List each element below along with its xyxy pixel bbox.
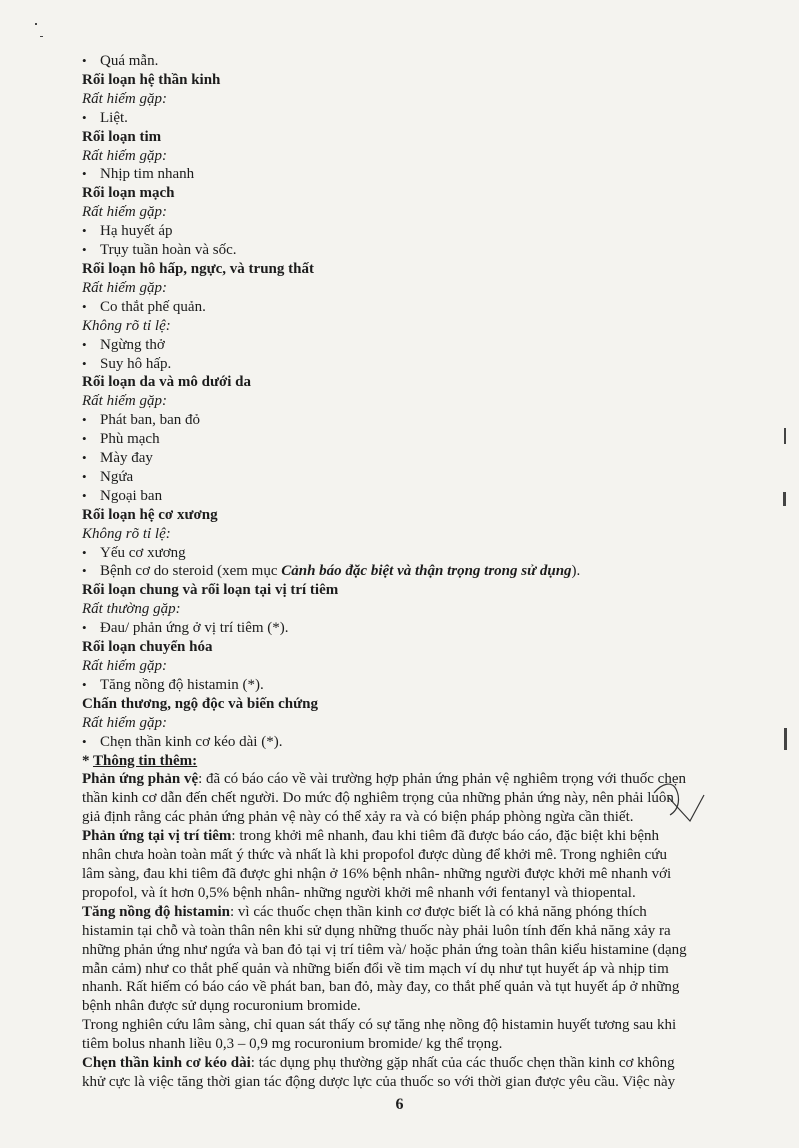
list-item: • Co thắt phế quản. <box>82 298 758 317</box>
frequency-label: Rất hiếm gặp: <box>82 393 167 410</box>
paragraph-text: nhanh. Rất hiếm có báo cáo về phát ban, ban đỏ, mày đay, co thắt phế quản và tụt huyết áp ở những <box>82 979 680 996</box>
more-info-heading: * Thông tin thêm: <box>82 752 198 769</box>
paragraph-text: : đã có báo cáo về vài trường hợp phản ứng phản vệ nghiêm trọng với thuốc chẹn <box>198 771 686 788</box>
paragraph-text: : tác dụng phụ thường gặp nhất của các thuốc chẹn thần kinh cơ không <box>250 1055 675 1072</box>
paragraph-text: khử cực là việc tăng thời gian tác động dược lực của thuốc so với thời gian được yêu cầu. Việc này <box>82 1073 676 1090</box>
list-item: • Yếu cơ xương <box>82 544 758 563</box>
frequency-label: Rất thường gặp: <box>82 601 181 618</box>
list-item: • Hạ huyết áp <box>82 222 758 241</box>
paragraph-text: : vì các thuốc chẹn thần kinh cơ được biết là có khả năng phóng thích <box>229 903 647 920</box>
section-heading: Rối loạn mạch <box>82 185 175 202</box>
section-heading: Rối loạn hệ cơ xương <box>82 506 218 523</box>
scan-speck <box>783 492 786 506</box>
document-body <box>82 52 758 1092</box>
paragraph-text: : trong khởi mê nhanh, đau khi tiêm đã được báo cáo, đặc biệt khi bệnh <box>231 828 660 845</box>
paragraph-text: tiêm bolus nhanh liều 0,3 – 0,9 mg rocuronium bromide/ kg thể trọng. <box>82 1036 503 1053</box>
list-item: • Chẹn thần kinh cơ kéo dài (*). <box>82 733 758 752</box>
paragraph-line <box>82 1035 758 1054</box>
list-item: • Ngừng thở <box>82 336 758 355</box>
list-item: • Mày đay <box>82 449 758 468</box>
list-item: • Ngứa <box>82 468 758 487</box>
list-item: • Suy hô hấp. <box>82 355 758 374</box>
handwritten-mark <box>650 775 710 825</box>
scan-speck <box>35 23 37 25</box>
paragraph-text: bệnh nhân được sử dụng rocuronium bromide. <box>82 998 361 1015</box>
paragraph-line <box>82 846 758 865</box>
list-item: • Ngoại ban <box>82 487 758 506</box>
paragraph-text: histamin tại chỗ và toàn thân nên khi sử dụng những thuốc này phải luôn tính đến khả năng xảy ra <box>82 922 671 939</box>
frequency-label: Rất hiếm gặp: <box>82 279 167 296</box>
paragraph-line <box>82 1016 758 1035</box>
paragraph-line <box>82 1054 758 1073</box>
section-heading: Rối loạn hệ thần kinh <box>82 71 221 88</box>
section-heading: Rối loạn chung và rối loạn tại vị trí tiêm <box>82 582 339 599</box>
adverse-effects-list-continued <box>82 581 758 751</box>
list-item: • Tăng nồng độ histamin (*). <box>82 676 758 695</box>
list-item: • Nhịp tim nhanh <box>82 165 758 184</box>
adverse-effects-list <box>82 52 758 562</box>
paragraph-title: Tăng nồng độ histamin <box>82 903 230 920</box>
paragraph-title: Chẹn thần kinh cơ kéo dài <box>82 1055 251 1072</box>
frequency-label: Rất hiếm gặp: <box>82 658 167 674</box>
paragraph-title: Phản ứng tại vị trí tiêm <box>82 828 232 845</box>
list-item: • Quá mẫn. <box>82 52 758 71</box>
paragraph-text: propofol, và ít hơn 0,5% bệnh nhân- những người khởi mê nhanh với fentanyl và thiopental. <box>82 884 636 901</box>
paragraph-text: lâm sàng, đau khi tiêm đã được ghi nhận ở 16% bệnh nhân- những người được khởi mê nhanh với <box>82 865 672 882</box>
page-number: 6 <box>395 1096 404 1113</box>
frequency-label: Rất hiếm gặp: <box>82 714 167 731</box>
list-item: • Liệt. <box>82 109 758 128</box>
list-item: • Phát ban, ban đỏ <box>82 411 758 430</box>
list-item: • Trụy tuần hoàn và sốc. <box>82 241 758 260</box>
section-heading: Chấn thương, ngộ độc và biến chứng <box>82 695 318 712</box>
paragraph-line <box>82 827 758 846</box>
section-heading: Rối loạn chuyển hóa <box>82 639 213 656</box>
section-heading: Rối loạn hô hấp, ngực, và trung thất <box>82 260 314 277</box>
paragraph-text: nhân chưa hoàn toàn mất ý thức và nhất là khi propofol được dùng để khởi mê. Trong nghiên cứu <box>82 847 667 864</box>
list-item: • Phù mạch <box>82 430 758 449</box>
paragraph-line <box>82 1073 758 1092</box>
paragraph-text: thần kinh cơ dẫn đến chết người. Do mức độ nghiêm trọng của những phản ứng này, nên phải luôn <box>82 790 674 807</box>
list-item: • Bệnh cơ do steroid (xem mục Cảnh báo đặc biệt và thận trọng trong sử dụng). <box>82 562 758 581</box>
paragraph-text: giả định rằng các phản ứng phản vệ này có thể xảy ra và có biện pháp phòng ngừa cần thiết. <box>82 809 634 826</box>
paragraph-text: những phản ứng như ngứa và ban đỏ tại vị trí tiêm và/ hoặc phản ứng toàn thân kiểu histamine (dạng <box>82 941 687 958</box>
paragraph-line <box>82 997 758 1016</box>
paragraph-line <box>82 865 758 884</box>
paragraph-line <box>82 922 758 941</box>
paragraph-text: mẫn cảm) như co thắt phế quản và những biến đổi về tim mạch ví dụ như tụt huyết áp và nhịp tim <box>82 960 669 977</box>
scan-speck <box>784 728 787 750</box>
scan-speck <box>784 428 786 444</box>
list-item: • Đau/ phản ứng ở vị trí tiêm (*). <box>82 619 758 638</box>
cross-reference: Cảnh báo đặc biệt và thận trọng trong sử dụng <box>281 563 572 580</box>
paragraph-line <box>82 903 758 922</box>
paragraph-title: Phản ứng phản vệ <box>82 771 199 788</box>
section-heading: Rối loạn tim <box>82 128 162 145</box>
scan-speck <box>40 36 43 37</box>
paragraph-line <box>82 884 758 903</box>
frequency-label: Không rõ tỉ lệ: <box>82 525 171 542</box>
frequency-label: Rất hiếm gặp: <box>82 147 167 164</box>
section-heading: Rối loạn da và mô dưới da <box>82 374 252 391</box>
paragraph-line <box>82 978 758 997</box>
paragraph-line <box>82 941 758 960</box>
paragraph-line <box>82 960 758 979</box>
frequency-label: Rất hiếm gặp: <box>82 204 167 221</box>
frequency-label: Rất hiếm gặp: <box>82 90 167 107</box>
paragraph-text: Trong nghiên cứu lâm sàng, chỉ quan sát thấy có sự tăng nhẹ nồng độ histamin huyết tương sau khi <box>82 1017 677 1034</box>
frequency-label: Không rõ tỉ lệ: <box>82 317 171 334</box>
